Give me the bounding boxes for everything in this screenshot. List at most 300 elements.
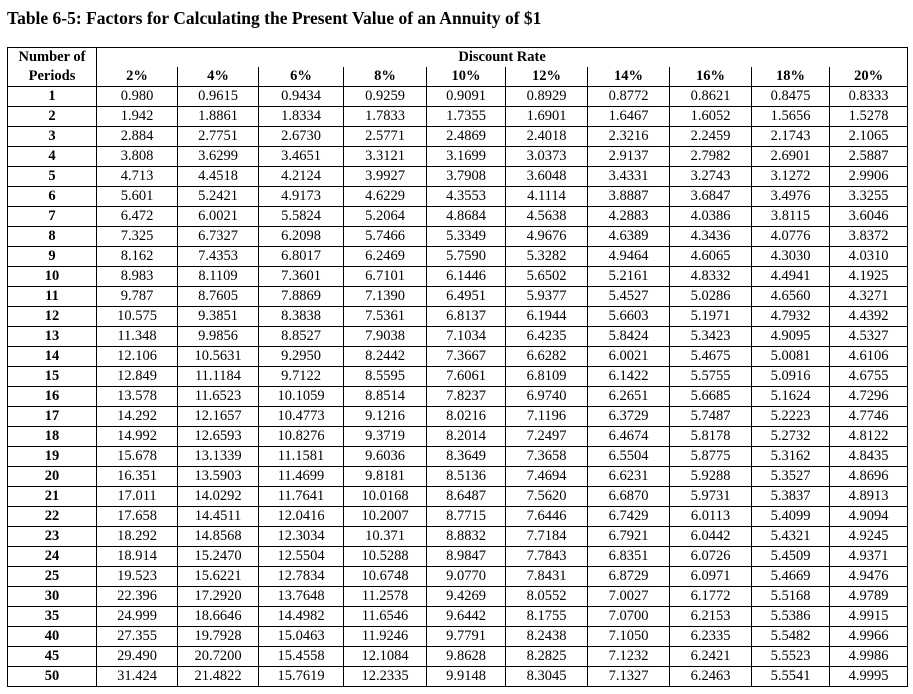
factor-cell: 6.7101 <box>344 267 427 287</box>
factor-cell: 4.7746 <box>830 407 908 427</box>
factor-cell: 17.2920 <box>178 587 259 607</box>
table-row <box>8 127 908 147</box>
table-row <box>8 447 908 467</box>
factor-cell: 1.7355 <box>427 107 506 127</box>
period-cell: 9 <box>8 247 97 267</box>
factor-cell: 6.1446 <box>427 267 506 287</box>
table-body <box>8 87 908 687</box>
factor-cell: 4.2124 <box>259 167 344 187</box>
factor-cell: 5.5541 <box>752 667 830 687</box>
table-row <box>8 327 908 347</box>
factor-cell: 6.1422 <box>588 367 670 387</box>
factor-cell: 0.8929 <box>506 87 588 107</box>
factor-cell: 5.6685 <box>670 387 752 407</box>
factor-cell: 12.7834 <box>259 567 344 587</box>
factor-cell: 4.8435 <box>830 447 908 467</box>
period-cell: 3 <box>8 127 97 147</box>
period-cell: 2 <box>8 107 97 127</box>
factor-cell: 3.6048 <box>506 167 588 187</box>
factor-cell: 19.7928 <box>178 627 259 647</box>
factor-cell: 4.8913 <box>830 487 908 507</box>
factor-cell: 7.8431 <box>506 567 588 587</box>
factor-cell: 3.6847 <box>670 187 752 207</box>
factor-cell: 5.2161 <box>588 267 670 287</box>
factor-cell: 2.7982 <box>670 147 752 167</box>
factor-cell: 2.5887 <box>830 147 908 167</box>
period-cell: 1 <box>8 87 97 107</box>
period-cell: 45 <box>8 647 97 667</box>
factor-cell: 11.1581 <box>259 447 344 467</box>
table-row <box>8 307 908 327</box>
factor-cell: 7.1050 <box>588 627 670 647</box>
factor-cell: 6.2153 <box>670 607 752 627</box>
factor-cell: 5.3162 <box>752 447 830 467</box>
factor-cell: 8.3838 <box>259 307 344 327</box>
factor-cell: 15.2470 <box>178 547 259 567</box>
factor-cell: 6.0442 <box>670 527 752 547</box>
period-cell: 30 <box>8 587 97 607</box>
period-cell: 16 <box>8 387 97 407</box>
factor-cell: 5.2223 <box>752 407 830 427</box>
period-cell: 10 <box>8 267 97 287</box>
factor-cell: 3.3121 <box>344 147 427 167</box>
factor-cell: 11.7641 <box>259 487 344 507</box>
factor-cell: 9.4269 <box>427 587 506 607</box>
factor-cell: 6.4235 <box>506 327 588 347</box>
period-cell: 50 <box>8 667 97 687</box>
factor-cell: 10.5631 <box>178 347 259 367</box>
factor-cell: 0.8621 <box>670 87 752 107</box>
factor-cell: 4.2883 <box>588 207 670 227</box>
factor-cell: 12.3034 <box>259 527 344 547</box>
factor-cell: 8.1755 <box>506 607 588 627</box>
header-row-discount-rate <box>8 48 908 68</box>
factor-cell: 12.6593 <box>178 427 259 447</box>
factor-cell: 4.1925 <box>830 267 908 287</box>
factor-cell: 7.1327 <box>588 667 670 687</box>
period-cell: 15 <box>8 367 97 387</box>
factor-cell: 5.0916 <box>752 367 830 387</box>
period-cell: 21 <box>8 487 97 507</box>
factor-cell: 8.3045 <box>506 667 588 687</box>
discount-rate-header: Discount Rate <box>97 48 908 68</box>
factor-cell: 6.7327 <box>178 227 259 247</box>
table-row <box>8 487 908 507</box>
factor-cell: 5.0081 <box>752 347 830 367</box>
factor-cell: 5.9288 <box>670 467 752 487</box>
factor-cell: 4.6106 <box>830 347 908 367</box>
factor-cell: 16.351 <box>97 467 178 487</box>
table-row <box>8 247 908 267</box>
factor-cell: 9.7791 <box>427 627 506 647</box>
factor-cell: 2.884 <box>97 127 178 147</box>
factor-cell: 4.3030 <box>752 247 830 267</box>
factor-cell: 5.3349 <box>427 227 506 247</box>
table-row <box>8 367 908 387</box>
factor-cell: 5.2421 <box>178 187 259 207</box>
factor-cell: 6.8109 <box>506 367 588 387</box>
factor-cell: 4.713 <box>97 167 178 187</box>
factor-cell: 4.8122 <box>830 427 908 447</box>
factor-cell: 6.5504 <box>588 447 670 467</box>
factor-cell: 8.2014 <box>427 427 506 447</box>
table-row <box>8 87 908 107</box>
factor-cell: 9.787 <box>97 287 178 307</box>
factor-cell: 5.3527 <box>752 467 830 487</box>
factor-cell: 0.980 <box>97 87 178 107</box>
factor-cell: 6.0971 <box>670 567 752 587</box>
factor-cell: 5.1971 <box>670 307 752 327</box>
factor-cell: 3.2743 <box>670 167 752 187</box>
factor-cell: 3.3255 <box>830 187 908 207</box>
table-row <box>8 647 908 667</box>
factor-cell: 2.5771 <box>344 127 427 147</box>
factor-cell: 6.4951 <box>427 287 506 307</box>
factor-cell: 3.4976 <box>752 187 830 207</box>
period-cell: 40 <box>8 627 97 647</box>
factor-cell: 4.8684 <box>427 207 506 227</box>
factor-cell: 7.0027 <box>588 587 670 607</box>
factor-cell: 29.490 <box>97 647 178 667</box>
factor-cell: 9.2950 <box>259 347 344 367</box>
factor-cell: 21.4822 <box>178 667 259 687</box>
factor-cell: 1.8334 <box>259 107 344 127</box>
factor-cell: 8.5595 <box>344 367 427 387</box>
period-cell: 8 <box>8 227 97 247</box>
factor-cell: 4.6229 <box>344 187 427 207</box>
table-row <box>8 467 908 487</box>
period-cell: 5 <box>8 167 97 187</box>
factor-cell: 9.0770 <box>427 567 506 587</box>
factor-cell: 3.4331 <box>588 167 670 187</box>
factor-cell: 7.5361 <box>344 307 427 327</box>
factor-cell: 8.0552 <box>506 587 588 607</box>
factor-cell: 0.9259 <box>344 87 427 107</box>
factor-cell: 6.8017 <box>259 247 344 267</box>
factor-cell: 4.9464 <box>588 247 670 267</box>
factor-cell: 14.4982 <box>259 607 344 627</box>
period-cell: 22 <box>8 507 97 527</box>
factor-cell: 19.523 <box>97 567 178 587</box>
factor-cell: 4.6755 <box>830 367 908 387</box>
factor-cell: 4.4941 <box>752 267 830 287</box>
factor-cell: 15.678 <box>97 447 178 467</box>
factor-cell: 4.9173 <box>259 187 344 207</box>
period-cell: 14 <box>8 347 97 367</box>
table-row <box>8 607 908 627</box>
factor-cell: 3.6299 <box>178 147 259 167</box>
factor-cell: 4.7296 <box>830 387 908 407</box>
factor-cell: 4.3436 <box>670 227 752 247</box>
factor-cell: 2.1743 <box>752 127 830 147</box>
factor-cell: 7.9038 <box>344 327 427 347</box>
factor-cell: 8.5136 <box>427 467 506 487</box>
table-row <box>8 627 908 647</box>
factor-cell: 10.575 <box>97 307 178 327</box>
factor-cell: 6.3729 <box>588 407 670 427</box>
factor-cell: 1.5278 <box>830 107 908 127</box>
periods-header-line2: Periods <box>28 68 76 84</box>
factor-cell: 14.4511 <box>178 507 259 527</box>
factor-cell: 0.8475 <box>752 87 830 107</box>
factor-cell: 5.8424 <box>588 327 670 347</box>
factor-cell: 5.7487 <box>670 407 752 427</box>
annuity-factor-table <box>7 47 908 687</box>
factor-cell: 3.1272 <box>752 167 830 187</box>
factor-cell: 5.9731 <box>670 487 752 507</box>
factor-cell: 0.8772 <box>588 87 670 107</box>
factor-cell: 6.8137 <box>427 307 506 327</box>
rate-header-10pct: 10% <box>427 67 506 87</box>
factor-cell: 5.4321 <box>752 527 830 547</box>
factor-cell: 1.6052 <box>670 107 752 127</box>
header-row-rates <box>8 67 908 87</box>
factor-cell: 5.5386 <box>752 607 830 627</box>
factor-cell: 10.6748 <box>344 567 427 587</box>
factor-cell: 9.7122 <box>259 367 344 387</box>
factor-cell: 24.999 <box>97 607 178 627</box>
factor-cell: 5.4099 <box>752 507 830 527</box>
period-cell: 12 <box>8 307 97 327</box>
factor-cell: 6.7429 <box>588 507 670 527</box>
factor-cell: 8.2442 <box>344 347 427 367</box>
table-title: Table 6-5: Factors for Calculating the Present Value of an Annuity of $1 <box>7 8 542 28</box>
factor-cell: 13.5903 <box>178 467 259 487</box>
table-row <box>8 107 908 127</box>
factor-cell: 4.3553 <box>427 187 506 207</box>
factor-cell: 4.9995 <box>830 667 908 687</box>
factor-cell: 7.0700 <box>588 607 670 627</box>
factor-cell: 10.1059 <box>259 387 344 407</box>
factor-cell: 12.0416 <box>259 507 344 527</box>
factor-cell: 0.9434 <box>259 87 344 107</box>
factor-cell: 11.348 <box>97 327 178 347</box>
factor-cell: 4.9371 <box>830 547 908 567</box>
factor-cell: 8.7605 <box>178 287 259 307</box>
factor-cell: 9.8628 <box>427 647 506 667</box>
factor-cell: 7.4353 <box>178 247 259 267</box>
factor-cell: 7.3601 <box>259 267 344 287</box>
factor-cell: 8.8527 <box>259 327 344 347</box>
factor-cell: 6.2098 <box>259 227 344 247</box>
rate-header-20pct: 20% <box>830 67 908 87</box>
factor-cell: 4.8696 <box>830 467 908 487</box>
table-row <box>8 547 908 567</box>
factor-cell: 1.7833 <box>344 107 427 127</box>
factor-cell: 11.6523 <box>178 387 259 407</box>
factor-cell: 9.8181 <box>344 467 427 487</box>
table-row <box>8 227 908 247</box>
factor-cell: 6.1944 <box>506 307 588 327</box>
factor-cell: 10.5288 <box>344 547 427 567</box>
factor-cell: 8.1109 <box>178 267 259 287</box>
factor-cell: 5.4509 <box>752 547 830 567</box>
factor-cell: 7.8237 <box>427 387 506 407</box>
factor-cell: 3.8887 <box>588 187 670 207</box>
rate-header-12pct: 12% <box>506 67 588 87</box>
factor-cell: 8.8514 <box>344 387 427 407</box>
factor-cell: 4.9095 <box>752 327 830 347</box>
table-row <box>8 267 908 287</box>
factor-cell: 15.0463 <box>259 627 344 647</box>
factor-cell: 8.0216 <box>427 407 506 427</box>
factor-cell: 5.2064 <box>344 207 427 227</box>
factor-cell: 7.3667 <box>427 347 506 367</box>
table-row <box>8 407 908 427</box>
period-cell: 13 <box>8 327 97 347</box>
factor-cell: 8.2438 <box>506 627 588 647</box>
factor-cell: 3.8372 <box>830 227 908 247</box>
factor-cell: 5.3837 <box>752 487 830 507</box>
factor-cell: 2.1065 <box>830 127 908 147</box>
period-cell: 18 <box>8 427 97 447</box>
factor-cell: 5.3282 <box>506 247 588 267</box>
factor-cell: 3.4651 <box>259 147 344 167</box>
factor-cell: 4.6389 <box>588 227 670 247</box>
factor-cell: 9.6036 <box>344 447 427 467</box>
factor-cell: 5.5755 <box>670 367 752 387</box>
factor-cell: 10.2007 <box>344 507 427 527</box>
factor-cell: 5.4675 <box>670 347 752 367</box>
factor-cell: 11.1184 <box>178 367 259 387</box>
factor-cell: 3.8115 <box>752 207 830 227</box>
factor-cell: 4.0776 <box>752 227 830 247</box>
period-cell: 20 <box>8 467 97 487</box>
factor-cell: 4.9789 <box>830 587 908 607</box>
factor-cell: 4.8332 <box>670 267 752 287</box>
table-row <box>8 527 908 547</box>
factor-cell: 31.424 <box>97 667 178 687</box>
factor-cell: 7.5620 <box>506 487 588 507</box>
factor-cell: 5.6603 <box>588 307 670 327</box>
factor-cell: 8.8832 <box>427 527 506 547</box>
table-row <box>8 587 908 607</box>
factor-cell: 7.1390 <box>344 287 427 307</box>
factor-cell: 15.7619 <box>259 667 344 687</box>
factor-cell: 9.9856 <box>178 327 259 347</box>
factor-cell: 6.6282 <box>506 347 588 367</box>
rate-header-2pct: 2% <box>97 67 178 87</box>
factor-cell: 6.472 <box>97 207 178 227</box>
factor-cell: 8.162 <box>97 247 178 267</box>
factor-cell: 6.0021 <box>588 347 670 367</box>
factor-cell: 5.6502 <box>506 267 588 287</box>
factor-cell: 14.0292 <box>178 487 259 507</box>
factor-cell: 4.9476 <box>830 567 908 587</box>
factor-cell: 4.9094 <box>830 507 908 527</box>
table-row <box>8 387 908 407</box>
factor-cell: 12.1657 <box>178 407 259 427</box>
factor-cell: 5.3423 <box>670 327 752 347</box>
period-cell: 25 <box>8 567 97 587</box>
factor-cell: 6.8729 <box>588 567 670 587</box>
period-cell: 6 <box>8 187 97 207</box>
factor-cell: 3.6046 <box>830 207 908 227</box>
factor-cell: 6.2651 <box>588 387 670 407</box>
factor-cell: 5.7590 <box>427 247 506 267</box>
factor-cell: 8.7715 <box>427 507 506 527</box>
factor-cell: 2.9906 <box>830 167 908 187</box>
factor-cell: 2.7751 <box>178 127 259 147</box>
period-cell: 4 <box>8 147 97 167</box>
factor-cell: 11.9246 <box>344 627 427 647</box>
table-row <box>8 427 908 447</box>
factor-cell: 4.6065 <box>670 247 752 267</box>
factor-cell: 6.4674 <box>588 427 670 447</box>
factor-cell: 12.5504 <box>259 547 344 567</box>
factor-cell: 4.4392 <box>830 307 908 327</box>
factor-cell: 4.9245 <box>830 527 908 547</box>
period-cell: 35 <box>8 607 97 627</box>
factor-cell: 7.2497 <box>506 427 588 447</box>
rate-header-16pct: 16% <box>670 67 752 87</box>
factor-cell: 7.3658 <box>506 447 588 467</box>
periods-column-header <box>8 48 97 87</box>
factor-cell: 8.6487 <box>427 487 506 507</box>
factor-cell: 4.9986 <box>830 647 908 667</box>
table-row <box>8 567 908 587</box>
factor-cell: 15.4558 <box>259 647 344 667</box>
factor-cell: 7.1034 <box>427 327 506 347</box>
factor-cell: 2.6730 <box>259 127 344 147</box>
factor-cell: 5.7466 <box>344 227 427 247</box>
factor-cell: 2.9137 <box>588 147 670 167</box>
factor-cell: 6.0726 <box>670 547 752 567</box>
factor-cell: 5.5168 <box>752 587 830 607</box>
factor-cell: 7.7843 <box>506 547 588 567</box>
factor-cell: 5.0286 <box>670 287 752 307</box>
factor-cell: 14.992 <box>97 427 178 447</box>
factor-cell: 3.9927 <box>344 167 427 187</box>
factor-cell: 6.6870 <box>588 487 670 507</box>
factor-cell: 6.2421 <box>670 647 752 667</box>
factor-cell: 10.4773 <box>259 407 344 427</box>
factor-cell: 17.011 <box>97 487 178 507</box>
factor-cell: 8.3649 <box>427 447 506 467</box>
factor-cell: 10.0168 <box>344 487 427 507</box>
factor-cell: 13.7648 <box>259 587 344 607</box>
rate-header-6pct: 6% <box>259 67 344 87</box>
factor-cell: 9.3851 <box>178 307 259 327</box>
factor-cell: 4.9966 <box>830 627 908 647</box>
factor-cell: 5.9377 <box>506 287 588 307</box>
factor-cell: 14.292 <box>97 407 178 427</box>
table-row <box>8 667 908 687</box>
factor-cell: 8.983 <box>97 267 178 287</box>
factor-cell: 5.601 <box>97 187 178 207</box>
table-row <box>8 147 908 167</box>
table-row <box>8 167 908 187</box>
table-row <box>8 347 908 367</box>
factor-cell: 5.5482 <box>752 627 830 647</box>
periods-header-line1: Number of <box>18 49 86 65</box>
factor-cell: 10.8276 <box>259 427 344 447</box>
factor-cell: 4.5638 <box>506 207 588 227</box>
period-cell: 17 <box>8 407 97 427</box>
factor-cell: 17.658 <box>97 507 178 527</box>
factor-cell: 6.0113 <box>670 507 752 527</box>
factor-cell: 14.8568 <box>178 527 259 547</box>
factor-cell: 5.4527 <box>588 287 670 307</box>
period-cell: 11 <box>8 287 97 307</box>
factor-cell: 5.2732 <box>752 427 830 447</box>
factor-cell: 11.4699 <box>259 467 344 487</box>
factor-cell: 1.942 <box>97 107 178 127</box>
factor-cell: 11.6546 <box>344 607 427 627</box>
factor-cell: 9.3719 <box>344 427 427 447</box>
factor-cell: 12.106 <box>97 347 178 367</box>
factor-cell: 13.578 <box>97 387 178 407</box>
